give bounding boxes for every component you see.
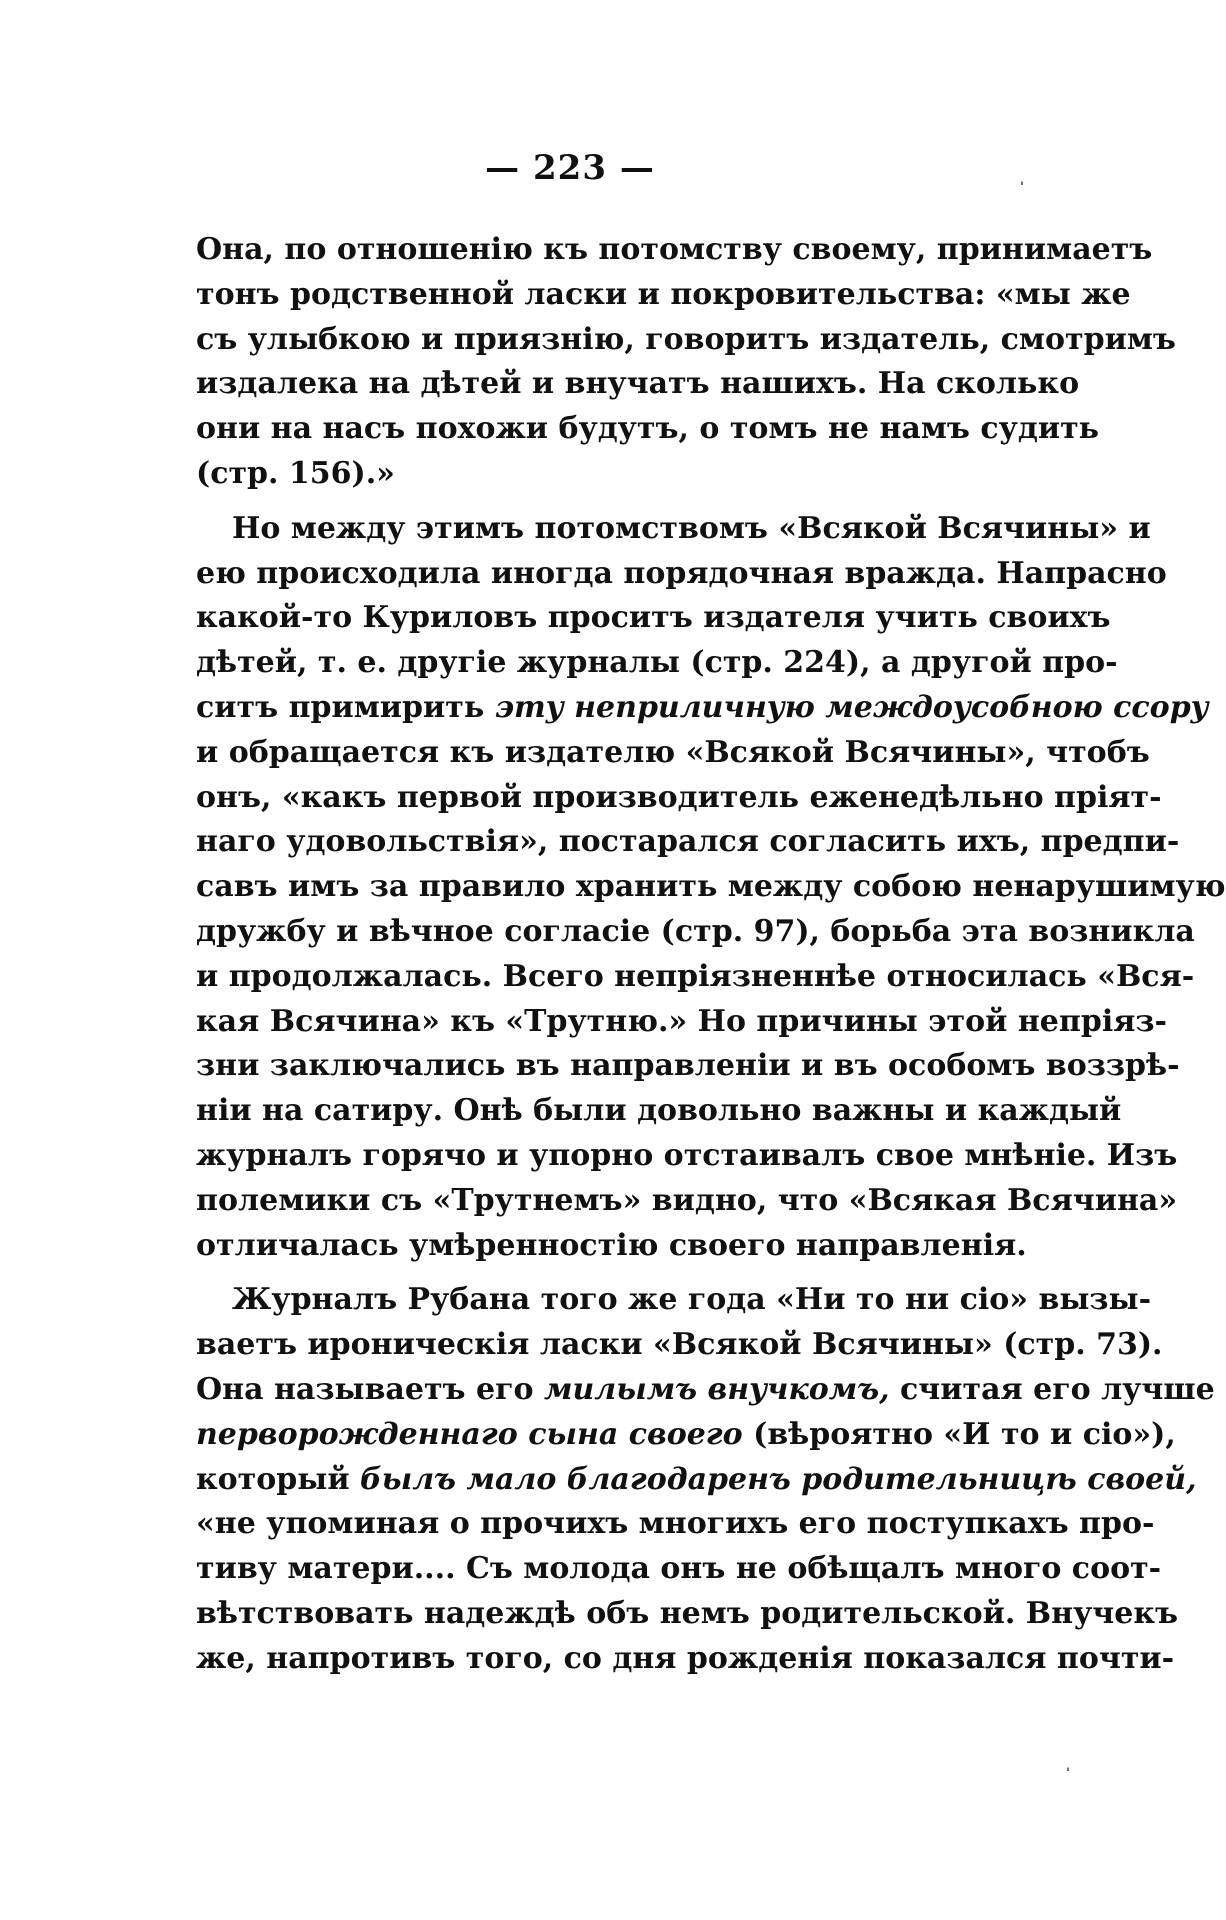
text-segment: Она называетъ его	[196, 1371, 544, 1407]
text-line	[196, 1224, 1036, 1269]
text-segment: который	[196, 1461, 361, 1497]
text-line	[196, 641, 1118, 686]
text-segment: издалека на дѣтей и внучатъ нашихъ. На сколько	[196, 366, 1080, 402]
text-segment: тонъ родственной ласки и покровительства: «мы же	[196, 276, 1131, 312]
text-line	[196, 228, 1153, 273]
text-line	[196, 318, 1176, 363]
text-segment: ваетъ ироническія ласки «Всякой Всячины» (стр. 73).	[196, 1327, 1163, 1363]
text-segment: (вѣроятно «И то и сіо»),	[742, 1416, 1176, 1452]
text-line	[196, 1458, 1197, 1503]
text-line	[196, 1278, 1152, 1323]
text-line	[196, 552, 1167, 597]
text-line	[196, 1413, 1176, 1458]
text-line	[196, 1637, 1175, 1682]
italic-text-segment: перворожденнаго сына своего	[196, 1416, 743, 1452]
text-segment: полемики съ «Трутнемъ» видно, что «Всякая Всячина»	[196, 1182, 1178, 1218]
text-line	[196, 731, 1150, 776]
text-segment: савъ имъ за правило хранить между собою ненарушимую	[196, 869, 1226, 905]
italic-text-segment: былъ мало благодаренъ родительницѣ своей,	[360, 1461, 1197, 1497]
text-segment: вѣтствовать надеждѣ объ немъ родительской. Внучекъ	[196, 1595, 1179, 1631]
text-line	[196, 1502, 1155, 1547]
text-line	[196, 362, 1080, 407]
text-line	[196, 507, 1151, 552]
text-segment: считая его лучше	[889, 1371, 1215, 1407]
text-segment: же, напротивъ того, со дня рожденія показался почти-	[196, 1640, 1175, 1676]
text-segment: какой-то Куриловъ проситъ издателя учить своихъ	[196, 600, 1111, 636]
italic-text-segment: милымъ внучкомъ,	[543, 1371, 890, 1407]
text-segment: дѣтей, т. е. другіе журналы (стр. 224), а другой про-	[196, 645, 1118, 681]
text-line	[196, 1134, 1178, 1179]
text-line	[196, 407, 1100, 452]
text-line	[196, 1179, 1178, 1224]
text-line	[196, 820, 1180, 865]
text-segment: ситъ примирить	[196, 689, 495, 725]
text-line	[196, 1000, 1167, 1045]
text-segment: тиву матери.... Съ молода онъ не обѣщалъ много соот-	[196, 1551, 1162, 1587]
text-segment: «не упоминая о прочихъ многихъ его поступкахъ про-	[196, 1506, 1155, 1542]
text-segment: Она, по отношенію къ потомству своему, принимаетъ	[196, 232, 1153, 267]
paragraph-gap	[196, 497, 1036, 507]
text-line	[196, 865, 1226, 910]
text-segment: (стр. 156).»	[196, 455, 395, 491]
text-line	[196, 955, 1195, 1000]
text-segment: съ улыбкою и приязнію, говоритъ издатель, смотримъ	[196, 321, 1176, 357]
text-segment: Журналъ Рубана того же года «Ни то ни сіо» вызы-	[232, 1282, 1152, 1318]
text-segment: зни заключались въ направленіи и въ особомъ воззрѣ-	[196, 1048, 1180, 1084]
margin-mark: ˈ	[1020, 180, 1024, 196]
text-segment: Но между этимъ потомствомъ «Всякой Всячины» и	[232, 510, 1151, 546]
text-line	[196, 1547, 1162, 1592]
text-line	[196, 1323, 1163, 1368]
text-segment: отличалась умѣренностію своего направленія.	[196, 1227, 1027, 1263]
text-line	[196, 1089, 1122, 1134]
text-line	[196, 1044, 1180, 1089]
text-segment: и обращается къ издателю «Всякой Всячины», чтобъ	[196, 734, 1150, 770]
paragraph-gap	[196, 1268, 1036, 1278]
text-segment: они на насъ похожи будутъ, о томъ не намъ судить	[196, 411, 1100, 447]
text-line	[196, 596, 1111, 641]
margin-mark: ˈ	[1066, 1766, 1070, 1782]
text-segment: онъ, «какъ первой производитель еженедѣльно пріят-	[196, 779, 1162, 815]
italic-text-segment: эту неприличную междоусобною ссору	[494, 689, 1209, 725]
text-segment: ніи на сатиру. Онѣ были довольно важны и каждый	[196, 1093, 1122, 1129]
text-segment: и продолжалась. Всего непріязненнѣе относилась «Вся-	[196, 958, 1195, 994]
text-line	[196, 776, 1162, 821]
page-number: — 223 —	[485, 148, 655, 188]
text-segment: журналъ горячо и упорно отстаивалъ свое мнѣніе. Изъ	[196, 1137, 1178, 1173]
text-line	[196, 910, 1195, 955]
text-line	[196, 1592, 1179, 1637]
text-segment: ею происходила иногда порядочная вражда. Напрасно	[196, 555, 1167, 591]
text-segment: дружбу и вѣчное согласіе (стр. 97), борьба эта возникла	[196, 913, 1195, 949]
text-line	[196, 273, 1131, 318]
text-segment: кая Всячина» къ «Трутню.» Но причины этой непріяз-	[196, 1003, 1167, 1039]
text-line	[196, 1368, 1215, 1413]
text-line	[196, 686, 1209, 731]
text-segment: наго удовольствія», постарался согласить ихъ, предпи-	[196, 824, 1180, 860]
text-line	[196, 452, 1036, 497]
page-body-text	[196, 228, 1226, 1682]
